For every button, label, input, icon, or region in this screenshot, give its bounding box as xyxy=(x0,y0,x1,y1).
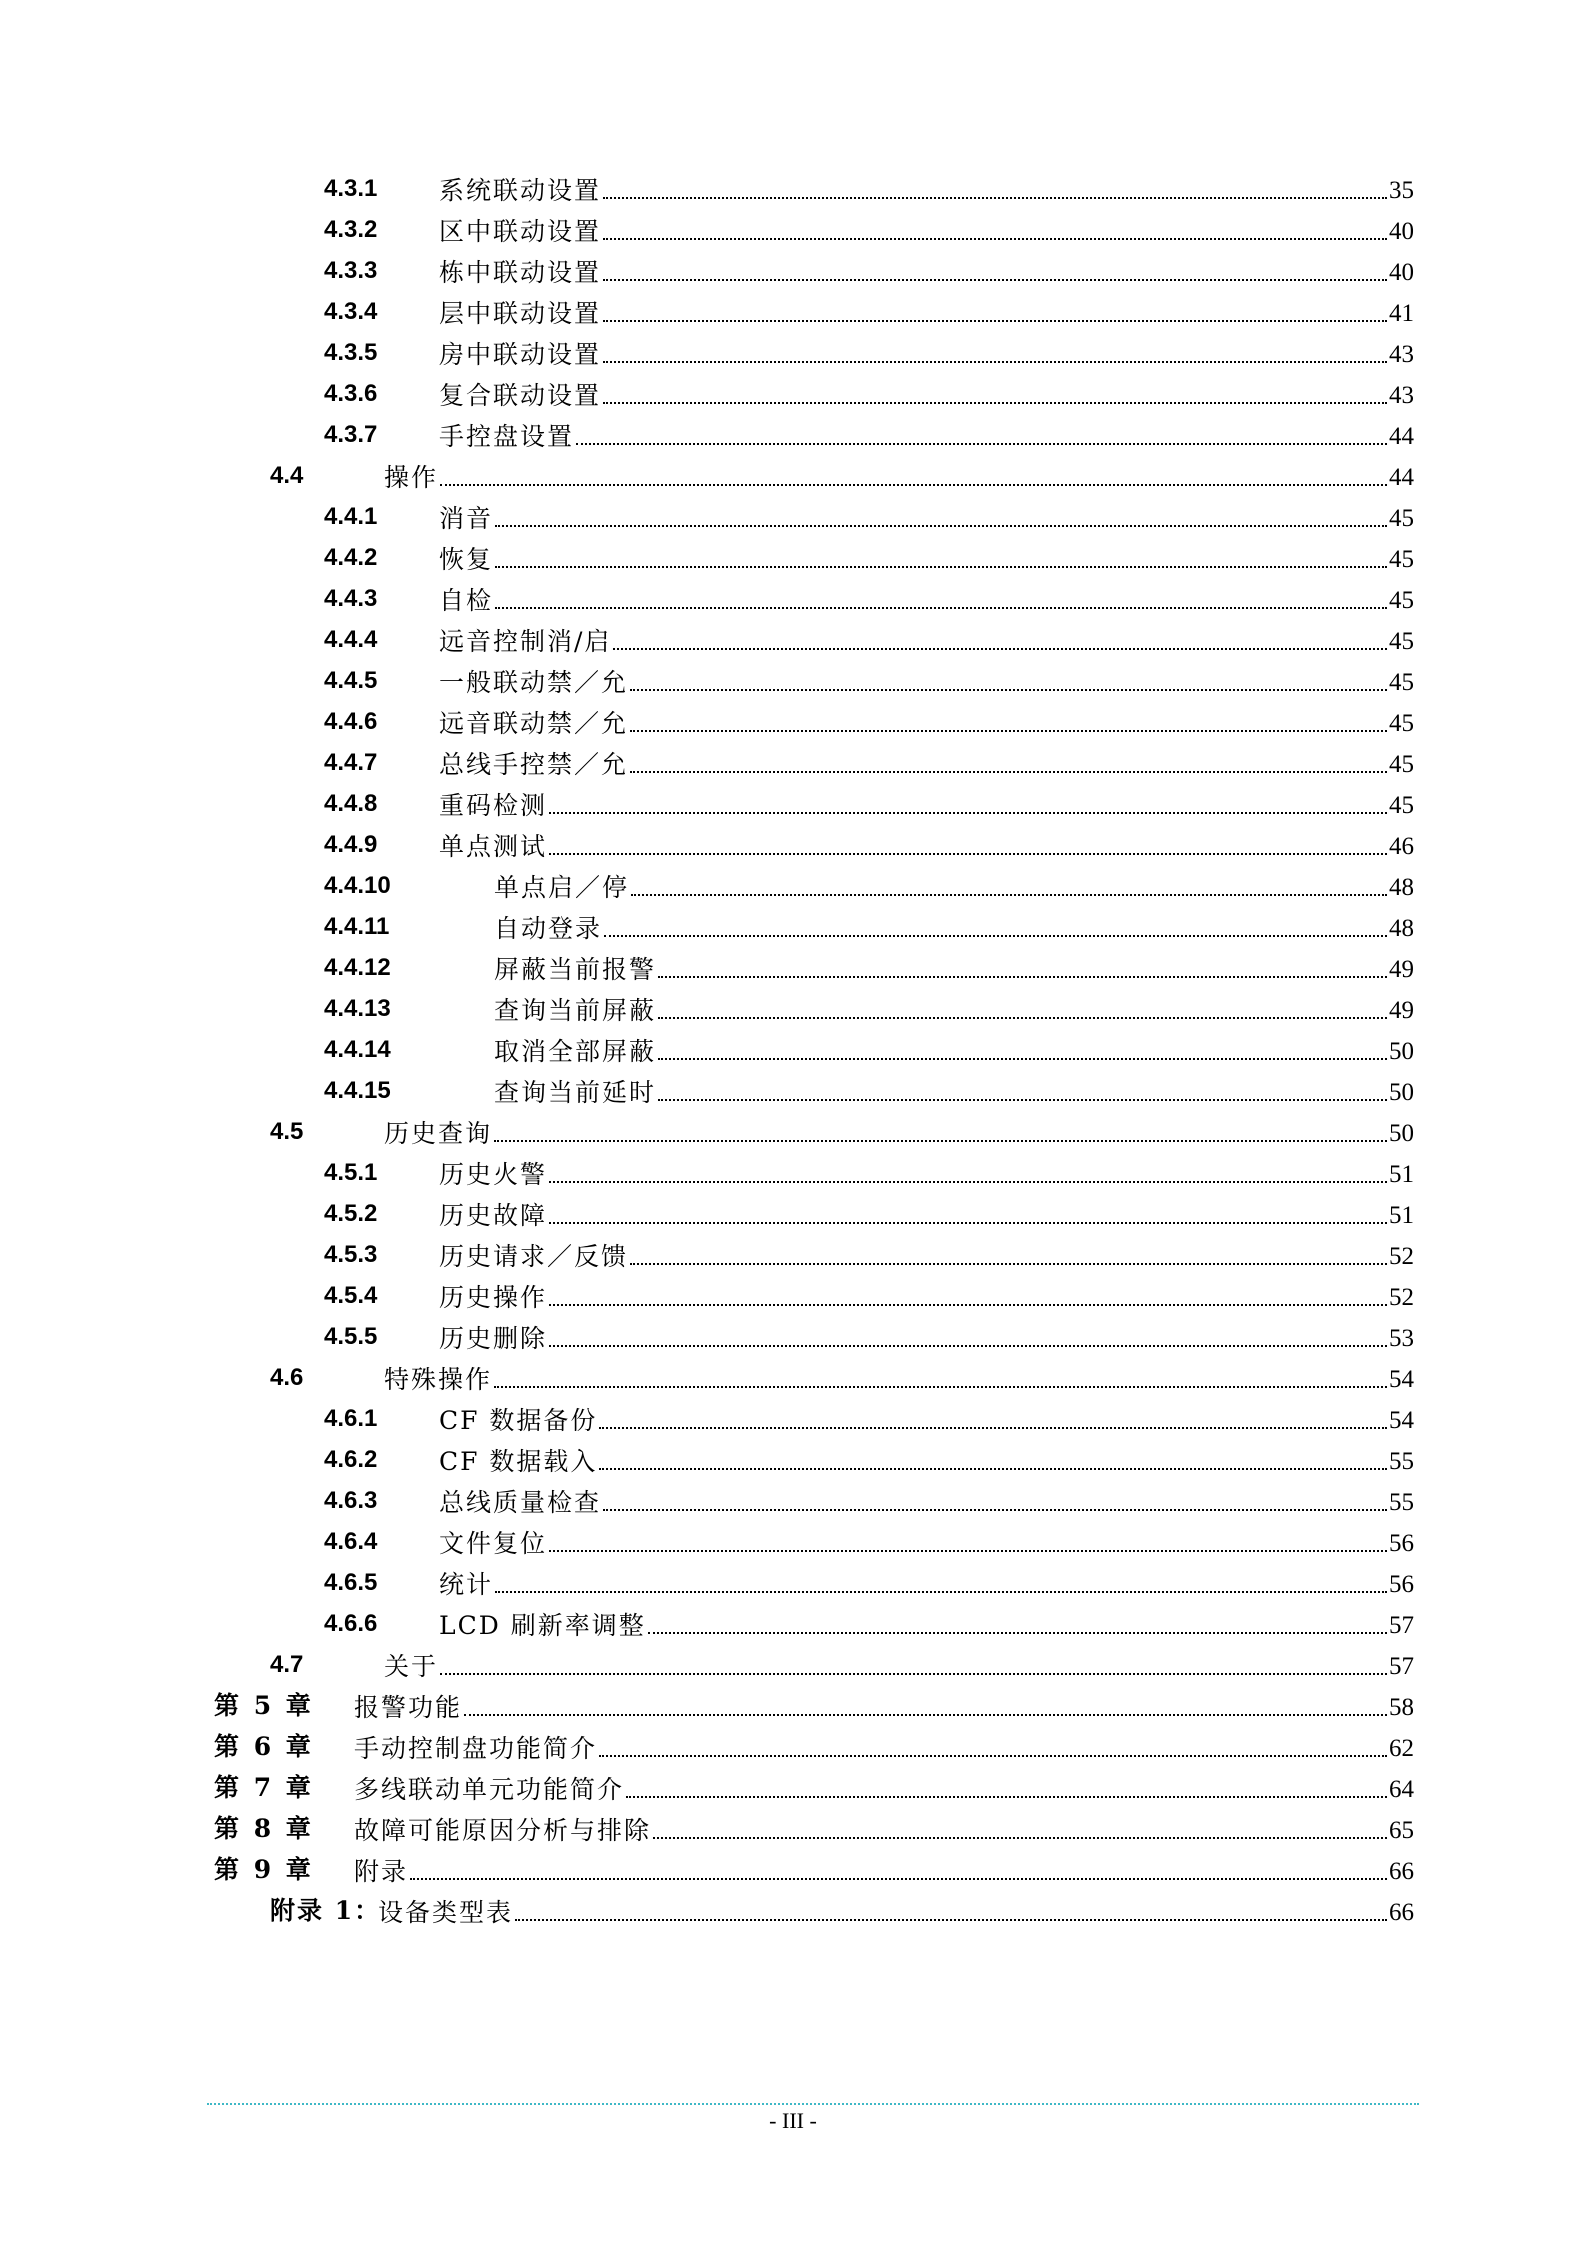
toc-entry[interactable] xyxy=(0,1606,1586,1647)
toc-entry-page: 45 xyxy=(1389,587,1414,614)
toc-entry-page: 55 xyxy=(1389,1489,1414,1516)
toc-entry-page: 45 xyxy=(1389,628,1414,655)
toc-entry-page: 57 xyxy=(1389,1612,1414,1639)
toc-entry[interactable] xyxy=(0,909,1586,950)
toc-entry-title: 栋中联动设置 xyxy=(439,258,602,287)
toc-entry-title-row xyxy=(439,1529,1414,1559)
toc-entry-title-row xyxy=(384,1365,1414,1395)
toc-entry-title-row xyxy=(439,176,1414,206)
toc-dot-leader xyxy=(613,648,1387,650)
toc-entry-number: 4.3.5 xyxy=(324,339,378,366)
toc-entry-page: 40 xyxy=(1389,218,1414,245)
toc-dot-leader xyxy=(495,566,1387,568)
toc-entry-title-row xyxy=(354,1857,1414,1887)
toc-dot-leader xyxy=(494,1386,1387,1388)
toc-entry-title: 手控盘设置 xyxy=(439,422,575,451)
toc-entry[interactable] xyxy=(0,868,1586,909)
toc-entry-title: 远音控制消/启 xyxy=(439,627,612,656)
toc-entry-title: 文件复位 xyxy=(439,1529,548,1558)
toc-entry-title-row xyxy=(439,504,1414,534)
toc-entry-number: 4.4.4 xyxy=(324,626,378,653)
toc-entry-title: 查询当前屏蔽 xyxy=(494,996,657,1025)
toc-entry-page: 49 xyxy=(1389,956,1414,983)
toc-entry-title-row xyxy=(494,1037,1414,1067)
toc-dot-leader xyxy=(549,853,1387,855)
toc-entry-title-row xyxy=(439,258,1414,288)
toc-entry-page: 64 xyxy=(1389,1776,1414,1803)
toc-dot-leader xyxy=(576,443,1387,445)
toc-entry-title-row xyxy=(439,1406,1414,1436)
toc-entry[interactable] xyxy=(0,786,1586,827)
toc-entry-title-row xyxy=(439,381,1414,411)
toc-entry-page: 56 xyxy=(1389,1571,1414,1598)
toc-entry[interactable] xyxy=(0,1893,1586,1934)
toc-dot-leader xyxy=(549,812,1387,814)
toc-entry-page: 52 xyxy=(1389,1284,1414,1311)
toc-dot-leader xyxy=(630,730,1387,732)
toc-entry-number: 附录 1： xyxy=(270,1896,382,1925)
toc-entry-page: 43 xyxy=(1389,382,1414,409)
toc-entry-number: 4.4.9 xyxy=(324,831,378,858)
toc-entry-page: 66 xyxy=(1389,1899,1414,1926)
table-of-contents xyxy=(0,171,1586,1934)
toc-entry-page: 45 xyxy=(1389,751,1414,778)
toc-entry[interactable] xyxy=(0,253,1586,294)
toc-entry-page: 45 xyxy=(1389,669,1414,696)
toc-entry-number: 4.4.13 xyxy=(324,995,391,1022)
toc-entry-page: 62 xyxy=(1389,1735,1414,1762)
toc-entry-page: 45 xyxy=(1389,792,1414,819)
toc-entry[interactable] xyxy=(0,499,1586,540)
toc-entry-title-row xyxy=(494,873,1414,903)
toc-entry-number: 第 5 章 xyxy=(214,1691,314,1720)
toc-dot-leader xyxy=(653,1837,1387,1839)
toc-dot-leader xyxy=(549,1345,1387,1347)
toc-entry[interactable] xyxy=(0,1483,1586,1524)
toc-entry[interactable] xyxy=(0,1688,1586,1729)
toc-entry-title: 总线手控禁／允 xyxy=(439,750,629,779)
toc-dot-leader xyxy=(648,1632,1387,1634)
toc-entry-title: 取消全部屏蔽 xyxy=(494,1037,657,1066)
toc-entry-page: 46 xyxy=(1389,833,1414,860)
toc-entry-title: 历史删除 xyxy=(439,1324,548,1353)
toc-dot-leader xyxy=(495,607,1387,609)
toc-entry-title: 层中联动设置 xyxy=(439,299,602,328)
toc-entry-title: 操作 xyxy=(384,463,439,492)
toc-entry[interactable] xyxy=(0,1319,1586,1360)
toc-dot-leader xyxy=(549,1222,1387,1224)
toc-entry-number: 4.4 xyxy=(270,462,304,489)
toc-entry-number: 4.3.1 xyxy=(324,175,378,202)
toc-entry-page: 35 xyxy=(1389,177,1414,204)
footer-divider xyxy=(207,2103,1419,2105)
toc-entry-title-row xyxy=(384,1652,1414,1682)
toc-dot-leader xyxy=(630,771,1387,773)
toc-dot-leader xyxy=(549,1304,1387,1306)
toc-dot-leader xyxy=(603,238,1387,240)
toc-entry[interactable] xyxy=(0,1524,1586,1565)
toc-entry-page: 40 xyxy=(1389,259,1414,286)
toc-dot-leader xyxy=(604,935,1387,937)
toc-entry-number: 4.4.3 xyxy=(324,585,378,612)
toc-dot-leader xyxy=(599,1427,1387,1429)
toc-entry-title: 报警功能 xyxy=(354,1693,463,1722)
toc-entry-page: 66 xyxy=(1389,1858,1414,1885)
toc-entry-title: 消音 xyxy=(439,504,494,533)
toc-entry-title: 区中联动设置 xyxy=(439,217,602,246)
toc-entry-title-row xyxy=(439,340,1414,370)
toc-entry-page: 50 xyxy=(1389,1038,1414,1065)
toc-dot-leader xyxy=(603,1509,1387,1511)
toc-entry[interactable] xyxy=(0,458,1586,499)
toc-entry-page: 49 xyxy=(1389,997,1414,1024)
toc-dot-leader xyxy=(603,361,1387,363)
toc-entry[interactable] xyxy=(0,622,1586,663)
toc-entry-number: 4.7 xyxy=(270,1651,304,1678)
toc-entry-number: 4.4.7 xyxy=(324,749,378,776)
toc-entry-page: 48 xyxy=(1389,915,1414,942)
toc-entry-number: 4.6.4 xyxy=(324,1528,378,1555)
toc-entry-number: 第 8 章 xyxy=(214,1814,314,1843)
toc-entry[interactable] xyxy=(0,1278,1586,1319)
toc-entry-title-row xyxy=(494,914,1414,944)
toc-entry-title: 手动控制盘功能简介 xyxy=(354,1734,598,1763)
toc-entry-page: 45 xyxy=(1389,546,1414,573)
toc-entry-title-row xyxy=(439,299,1414,329)
toc-entry-page: 41 xyxy=(1389,300,1414,327)
toc-entry[interactable] xyxy=(0,1852,1586,1893)
toc-entry-title-row xyxy=(439,217,1414,247)
toc-entry-number: 4.4.2 xyxy=(324,544,378,571)
toc-entry-number: 第 6 章 xyxy=(214,1732,314,1761)
toc-entry-title-row xyxy=(439,1324,1414,1354)
toc-entry-title-row xyxy=(439,1570,1414,1600)
toc-entry-title: 总线质量检查 xyxy=(439,1488,602,1517)
toc-entry[interactable] xyxy=(0,950,1586,991)
toc-entry-title: 恢复 xyxy=(439,545,494,574)
toc-entry-page: 53 xyxy=(1389,1325,1414,1352)
toc-entry-title-row xyxy=(439,422,1414,452)
toc-entry-number: 4.5 xyxy=(270,1118,304,1145)
toc-entry[interactable] xyxy=(0,1647,1586,1688)
toc-entry-number: 4.3.7 xyxy=(324,421,378,448)
toc-entry-title-row xyxy=(439,750,1414,780)
toc-entry-number: 4.4.8 xyxy=(324,790,378,817)
toc-entry-title-row xyxy=(494,955,1414,985)
toc-dot-leader xyxy=(599,1468,1387,1470)
toc-entry-title-row xyxy=(439,832,1414,862)
toc-entry[interactable] xyxy=(0,294,1586,335)
toc-entry[interactable] xyxy=(0,827,1586,868)
toc-entry-number: 4.5.3 xyxy=(324,1241,378,1268)
toc-entry-title-row xyxy=(439,791,1414,821)
toc-entry[interactable] xyxy=(0,376,1586,417)
toc-entry-title: 多线联动单元功能简介 xyxy=(354,1775,625,1804)
toc-entry-number: 4.4.12 xyxy=(324,954,391,981)
toc-entry[interactable] xyxy=(0,1565,1586,1606)
page-number: - III - xyxy=(769,2108,817,2133)
toc-entry-number: 4.5.2 xyxy=(324,1200,378,1227)
toc-dot-leader xyxy=(603,197,1387,199)
toc-entry-number: 4.6 xyxy=(270,1364,304,1391)
toc-entry[interactable] xyxy=(0,1237,1586,1278)
toc-entry-title: 自动登录 xyxy=(494,914,603,943)
toc-entry-page: 54 xyxy=(1389,1407,1414,1434)
toc-dot-leader xyxy=(440,1673,1387,1675)
toc-entry-page: 65 xyxy=(1389,1817,1414,1844)
toc-entry-page: 50 xyxy=(1389,1079,1414,1106)
toc-entry-title: CF 数据载入 xyxy=(439,1447,598,1476)
toc-entry-title: 历史请求／反馈 xyxy=(439,1242,629,1271)
toc-entry-number: 4.4.11 xyxy=(324,913,390,940)
toc-dot-leader xyxy=(658,1099,1387,1101)
toc-entry-number: 4.4.10 xyxy=(324,872,391,899)
toc-entry-number: 4.4.14 xyxy=(324,1036,391,1063)
toc-entry-title: 历史操作 xyxy=(439,1283,548,1312)
toc-entry[interactable] xyxy=(0,335,1586,376)
toc-entry-title-row xyxy=(354,1816,1414,1846)
toc-dot-leader xyxy=(440,484,1387,486)
toc-entry-title-row xyxy=(384,463,1414,493)
toc-dot-leader xyxy=(658,1058,1387,1060)
toc-entry-title-row xyxy=(354,1775,1414,1805)
toc-dot-leader xyxy=(495,1591,1387,1593)
toc-entry-title: 单点测试 xyxy=(439,832,548,861)
toc-entry-title: 自检 xyxy=(439,586,494,615)
toc-entry-title: 屏蔽当前报警 xyxy=(494,955,657,984)
toc-dot-leader xyxy=(464,1714,1387,1716)
toc-entry-title: 重码检测 xyxy=(439,791,548,820)
toc-entry-title: 历史查询 xyxy=(384,1119,493,1148)
toc-entry-number: 4.4.1 xyxy=(324,503,378,530)
toc-entry-number: 4.6.3 xyxy=(324,1487,378,1514)
toc-entry-title: 复合联动设置 xyxy=(439,381,602,410)
toc-dot-leader xyxy=(494,1140,1387,1142)
toc-entry-page: 44 xyxy=(1389,423,1414,450)
toc-entry-title-row xyxy=(439,1447,1414,1477)
toc-entry-number: 4.4.5 xyxy=(324,667,378,694)
toc-entry[interactable] xyxy=(0,1155,1586,1196)
toc-entry-title: CF 数据备份 xyxy=(439,1406,598,1435)
toc-entry-title: 故障可能原因分析与排除 xyxy=(354,1816,652,1845)
toc-entry[interactable] xyxy=(0,663,1586,704)
toc-entry-page: 56 xyxy=(1389,1530,1414,1557)
toc-entry-title-row xyxy=(439,1242,1414,1272)
toc-entry-title-row xyxy=(439,586,1414,616)
toc-entry-title: 历史故障 xyxy=(439,1201,548,1230)
toc-entry-page: 51 xyxy=(1389,1202,1414,1229)
toc-entry[interactable] xyxy=(0,212,1586,253)
toc-dot-leader xyxy=(603,320,1387,322)
toc-entry-number: 4.3.2 xyxy=(324,216,378,243)
toc-entry[interactable] xyxy=(0,171,1586,212)
toc-dot-leader xyxy=(495,525,1387,527)
toc-entry[interactable] xyxy=(0,1729,1586,1770)
toc-entry-number: 4.6.2 xyxy=(324,1446,378,1473)
toc-dot-leader xyxy=(658,976,1387,978)
toc-dot-leader xyxy=(658,1017,1387,1019)
toc-dot-leader xyxy=(549,1550,1387,1552)
toc-dot-leader xyxy=(599,1755,1387,1757)
toc-entry[interactable] xyxy=(0,1360,1586,1401)
toc-dot-leader xyxy=(626,1796,1387,1798)
toc-entry-title-row xyxy=(439,545,1414,575)
toc-entry-page: 55 xyxy=(1389,1448,1414,1475)
toc-entry-title: 房中联动设置 xyxy=(439,340,602,369)
toc-entry[interactable] xyxy=(0,540,1586,581)
toc-entry[interactable] xyxy=(0,1811,1586,1852)
toc-entry[interactable] xyxy=(0,417,1586,458)
toc-entry-page: 57 xyxy=(1389,1653,1414,1680)
toc-entry-page: 44 xyxy=(1389,464,1414,491)
toc-dot-leader xyxy=(631,894,1387,896)
toc-entry[interactable] xyxy=(0,704,1586,745)
toc-entry-title: 单点启／停 xyxy=(494,873,630,902)
toc-entry-number: 4.3.6 xyxy=(324,380,378,407)
toc-entry[interactable] xyxy=(0,1196,1586,1237)
toc-entry-page: 51 xyxy=(1389,1161,1414,1188)
toc-entry-page: 43 xyxy=(1389,341,1414,368)
toc-dot-leader xyxy=(549,1181,1387,1183)
toc-entry-title-row xyxy=(354,1693,1414,1723)
toc-entry-title-row xyxy=(439,1611,1414,1641)
toc-entry-number: 4.5.1 xyxy=(324,1159,378,1186)
toc-entry-title: LCD 刷新率调整 xyxy=(439,1611,646,1640)
toc-entry-title-row xyxy=(439,1488,1414,1518)
toc-entry-page: 48 xyxy=(1389,874,1414,901)
toc-entry-title: 远音联动禁／允 xyxy=(439,709,629,738)
toc-dot-leader xyxy=(410,1878,1387,1880)
toc-entry-title: 历史火警 xyxy=(439,1160,548,1189)
toc-entry-number: 4.4.15 xyxy=(324,1077,391,1104)
toc-entry[interactable] xyxy=(0,1401,1586,1442)
toc-entry[interactable] xyxy=(0,1073,1586,1114)
toc-entry-title-row xyxy=(384,1119,1414,1149)
toc-entry-title-row xyxy=(439,709,1414,739)
toc-entry-page: 45 xyxy=(1389,710,1414,737)
toc-entry-number: 第 9 章 xyxy=(214,1855,314,1884)
toc-entry-number: 4.5.4 xyxy=(324,1282,378,1309)
toc-entry-title: 查询当前延时 xyxy=(494,1078,657,1107)
toc-dot-leader xyxy=(630,689,1387,691)
toc-entry-number: 4.6.6 xyxy=(324,1610,378,1637)
toc-entry-title-row xyxy=(378,1898,1414,1928)
toc-entry[interactable] xyxy=(0,1032,1586,1073)
toc-dot-leader xyxy=(603,279,1387,281)
toc-entry-page: 54 xyxy=(1389,1366,1414,1393)
toc-entry-number: 4.5.5 xyxy=(324,1323,378,1350)
toc-entry-title-row xyxy=(494,1078,1414,1108)
toc-entry-number: 4.6.5 xyxy=(324,1569,378,1596)
toc-entry-title-row xyxy=(439,668,1414,698)
toc-entry-title: 关于 xyxy=(384,1652,439,1681)
toc-entry-title: 特殊操作 xyxy=(384,1365,493,1394)
toc-entry-title-row xyxy=(354,1734,1414,1764)
toc-entry-title: 统计 xyxy=(439,1570,494,1599)
toc-entry-title-row xyxy=(439,627,1414,657)
toc-dot-leader xyxy=(603,402,1387,404)
toc-entry-number: 4.3.4 xyxy=(324,298,378,325)
toc-entry[interactable] xyxy=(0,991,1586,1032)
toc-entry-page: 52 xyxy=(1389,1243,1414,1270)
toc-entry-title-row xyxy=(439,1283,1414,1313)
toc-entry[interactable] xyxy=(0,1442,1586,1483)
toc-entry[interactable] xyxy=(0,1770,1586,1811)
toc-entry-number: 4.4.6 xyxy=(324,708,378,735)
toc-entry[interactable] xyxy=(0,745,1586,786)
toc-entry-title-row xyxy=(439,1160,1414,1190)
toc-entry-title: 一般联动禁／允 xyxy=(439,668,629,697)
toc-dot-leader xyxy=(515,1919,1387,1921)
toc-entry-title-row xyxy=(439,1201,1414,1231)
toc-entry-page: 50 xyxy=(1389,1120,1414,1147)
toc-entry[interactable] xyxy=(0,581,1586,622)
toc-entry-page: 58 xyxy=(1389,1694,1414,1721)
toc-entry-number: 4.3.3 xyxy=(324,257,378,284)
toc-dot-leader xyxy=(630,1263,1387,1265)
toc-entry-title-row xyxy=(494,996,1414,1026)
toc-entry[interactable] xyxy=(0,1114,1586,1155)
toc-entry-title: 附录 xyxy=(354,1857,409,1886)
toc-entry-number: 第 7 章 xyxy=(214,1773,314,1802)
toc-entry-title: 设备类型表 xyxy=(378,1898,514,1927)
toc-entry-number: 4.6.1 xyxy=(324,1405,378,1432)
toc-entry-page: 45 xyxy=(1389,505,1414,532)
toc-entry-title: 系统联动设置 xyxy=(439,176,602,205)
